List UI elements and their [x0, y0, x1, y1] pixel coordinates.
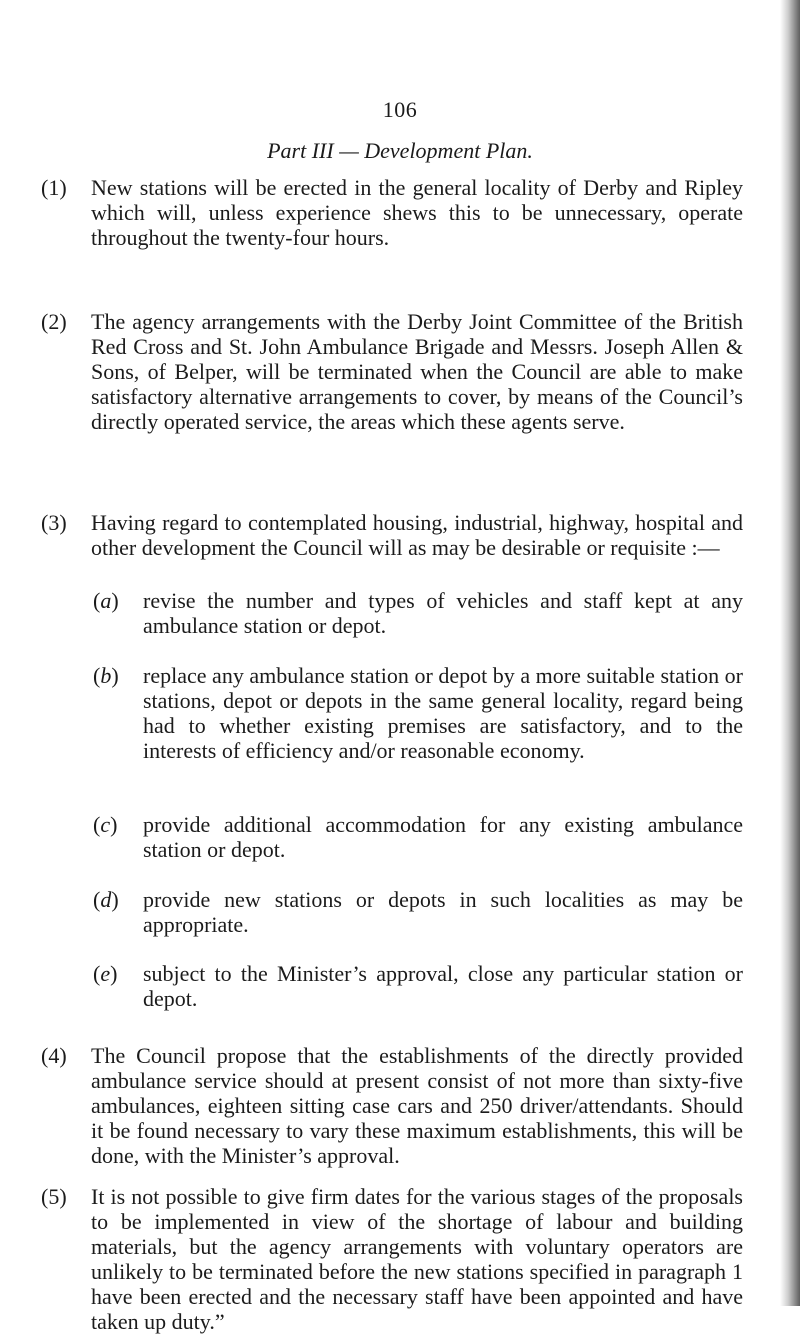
- paragraph-text: The agency arrangements with the Derby Joint Committee of the British Red Cross and St. John Ambulance Brigade and Messrs. Joseph Allen & Sons, of Belper, will be terminated when the Council are able to make satisfactory alternative arrangements to cover, by means of the Council’s directly operated service, the areas which these agents serve.: [91, 309, 743, 434]
- page-heading: Part III — Development Plan.: [267, 138, 533, 163]
- page-number: 106: [382, 97, 418, 122]
- subitem-text: provide new stations or depots in such localities as may be appropriate.: [143, 887, 743, 937]
- subitem-letter: d: [100, 887, 112, 912]
- paragraph-number: (3): [41, 510, 67, 535]
- paragraph-text: Having regard to contemplated housing, industrial, highway, hospital and other development the Council will as may be desirable or requisite :—: [91, 510, 743, 560]
- subitem-text: provide additional accommodation for any existing ambulance station or depot.: [143, 812, 743, 862]
- subitem-letter: b: [100, 663, 112, 688]
- subitem-text: subject to the Minister’s approval, close any particular station or depot.: [143, 961, 743, 1011]
- page-edge-shadow: [780, 0, 800, 1306]
- subitem-label: (a): [93, 588, 119, 613]
- paragraph-number: (2): [41, 309, 67, 334]
- subitem-text: replace any ambulance station or depot by a more suitable station or stations, depot or depots in the same general locality, regard being had to whether existing premises are satisfactory, and to the interests of efficiency and/or reasonable economy.: [143, 663, 743, 763]
- paragraph-text: It is not possible to give firm dates for the various stages of the proposals to be implemented in view of the shortage of labour and building materials, but the agency arrangements with voluntary operators are unlikely to be terminated before the new stations specified in paragraph 1 have been erected and the necessary staff have been appointed and have taken up duty.”: [91, 1184, 743, 1334]
- paragraph-text: The Council propose that the establishments of the directly provided ambulance service should at present consist of not more than sixty-five ambulances, eighteen sitting case cars and 250 driver/attendants. Should it be found necessary to vary these maximum establishments, this will be done, with the Minister’s approval.: [91, 1043, 743, 1168]
- subitem-label: (c): [93, 812, 118, 837]
- paragraph-text: New stations will be erected in the general locality of Derby and Ripley which will, unless experience shews this to be unnecessary, operate throughout the twenty-four hours.: [91, 175, 743, 250]
- subitem-label: (d): [93, 887, 119, 912]
- subitem-label: (e): [93, 961, 118, 986]
- subitem-text: revise the number and types of vehicles and staff kept at any ambulance station or depot.: [143, 588, 743, 638]
- subitem-letter: c: [100, 812, 111, 837]
- subitem-letter: e: [100, 961, 111, 986]
- subitem-letter: a: [100, 588, 112, 613]
- paragraph-number: (5): [41, 1184, 67, 1209]
- subitem-label: (b): [93, 663, 119, 688]
- paragraph-number: (4): [41, 1043, 67, 1068]
- paragraph-number: (1): [41, 175, 67, 200]
